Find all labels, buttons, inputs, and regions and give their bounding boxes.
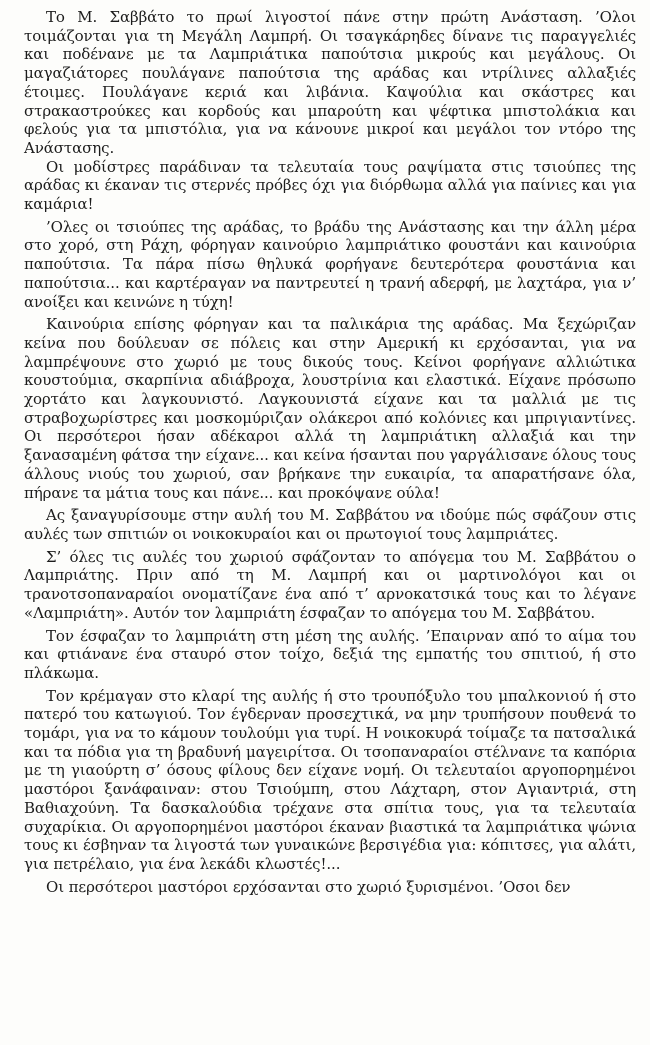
paragraph: Οι περσότεροι μαστόροι ερχόσανται στο χωριό ξυρισμένοι. ’Οσοι δεν <box>46 877 571 896</box>
paragraph: Καινούρια επίσης φόρηγαν και τα παλικάρια της αράδας. Μα ξεχώριζαν κείνα που δούλευαν σε πόλεις και στην Αμερική κι ερχόσανται, για να λαμπρέψουνε στο χωριό με τους δικούς τους. Κείνοι φορήγανε αλλιώτικα κουστούμια, σκαρπίνια αδιάβροχα, λουστρίνια και ελαστικά. Είχανε πρόσωπο χορτάτο και λαγκουνιστό. Λαγκουνιστά είχανε και τα μαλλιά με τις στραβοχωρίστρες και μοσκομύριζαν ολάκερoι από κολόνιες και μπριγιαντίνες. Οι περσότεροι ήσαν αδέκαροι αλλά τη λαμπριάτικη αλλαξιά και την ξανασαμένη φάτσα την είχανε... και κείνα ήσανται που γαργάλισανε όλους τους άλλους νιούς του χωριού, σαν βρήκανε την ευκαιρία, τα απαρατήσανε όλα, πήρανε τα μάτια τους και πάνε... και προκόψανε ούλα! <box>24 315 636 502</box>
paragraph: ’Ολες οι τσιούπες της αράδας, το βράδυ της Ανάστασης και την άλλη μέρα στο χορό, στη Ράχη, φόρηγαν καινούριο λαμπριάτικο φουστάνι και καινούρια παπούτσια. Τα πάρα πίσω θηλυκά φορήγανε δευτερότερα φουστάνια και παπούτσια... και καρτέραγαν να παντρευτεί η τρανή αδερφή, με λαχτάρα, για ν’ ανοίξει και κεινώνε η τύχη! <box>24 217 636 311</box>
paragraph: Τον κρέμαγαν στο κλαρί της αυλής ή στο τρουπόξυλο του μπαλκονιού ή στο πατερό του κατωγιού. Τον έγδερναν προσεχτικά, να μην τρυπήσουν πουθενά το τομάρι, για να το κάμουν τουλούμι για τυρί. Η νοικοκυρά τοίμαζε τα πατσαλικά και τα πόδια για τη βραδυνή μαγειρίτσα. Οι τσοπαναραίοι στέλνανε τα καπόρια με τη γιαούρτη σ’ όσους φίλους δεν είχανε νομή. Οι τελευταίοι αργοπορημένοι μαστόροι ξανάφαιναν: στου Τσιούμπη, στου Λάχταρη, στον Αγιαντριά, στη Βαθιαχούνη. Τα δασκαλούδια τρέχανε στα σπίτια τους, για τα τελευταία συχαρίκια. Οι αργοπορημένοι μαστόροι έκαναν βιαστικά τα λαμπριάτικα ψώνια τους κι έσβηναν τα λιγοστά των γυναικώνε βερσιγέδια για: κόπιτσες, για αλάτι, για πετρέλαιο, για ένα λεκάδι κλωστές!... <box>24 686 636 873</box>
body-text <box>24 8 636 896</box>
paragraph: Τον έσφαζαν το λαμπριάτη στη μέση της αυλής. ’Επαιρναν από το αίμα του και φτιάνανε ένα σταυρό στον τοίχο, δεξιά της εμπατής του σπιτιού, ή στο πλάκωμα. <box>24 626 636 682</box>
paragraph: Οι μοδίστρες παράδιναν τα τελευταία τους ραψίματα στις τσιούπες της αράδας κι έκαναν τις στερνές πρόβες όχι για διόρθωμα αλλά για παίνιες και για καμάρια! <box>24 157 636 214</box>
paragraph: Ας ξαναγυρίσουμε στην αυλή του Μ. Σαββάτου να ιδούμε πώς σφάζουν στις αυλές των σπιτιών οι νοικοκυραίοι και οι πρωτογιοί τους λαμπριάτες. <box>24 506 636 543</box>
paragraph: Σ’ όλες τις αυλές του χωριού σφάζονταν το απόγεμα του Μ. Σαββάτου ο Λαμπριάτης. Πριν από τη Μ. Λαμπρή και οι μαρτινολόγοι και οι τρανοτσοπαναραίοι ονοματίζανε ένα από τ’ αρνοκατσικά τους και το λέγανε «Λαμπριάτη». Αυτόν τον λαμπριάτη έσφαζαν το απόγεμα του Μ. Σαββάτου. <box>24 547 636 622</box>
paragraph: Το Μ. Σαββάτο το πρωί λιγοστοί πάνε στην πρώτη Ανάσταση. ’Ολοι τοιμάζονται για τη Μεγάλη Λαμπρή. Οι τσαγκάρηδες δίνανε τις παραγγελιές και ποδένανε με τα Λαμπριάτικα παπούτσια μικρούς και μεγάλους. Οι μαγαζιάτορες πουλάγανε παπούτσια της αράδας και ντρίλινες αλλαξιές έτοιμες. Πουλάγανε κεριά και λιβάνια. Καψούλια και σκάστρες και στρακαστρούκες και κορδούς και μπαρούτη και ψέφτικα μπιστολάκια και φελούς για τα μπιστόλια, για να κάνουνε μικροί και μεγάλοι τον ντόρο της Ανάστασης. <box>24 8 636 157</box>
